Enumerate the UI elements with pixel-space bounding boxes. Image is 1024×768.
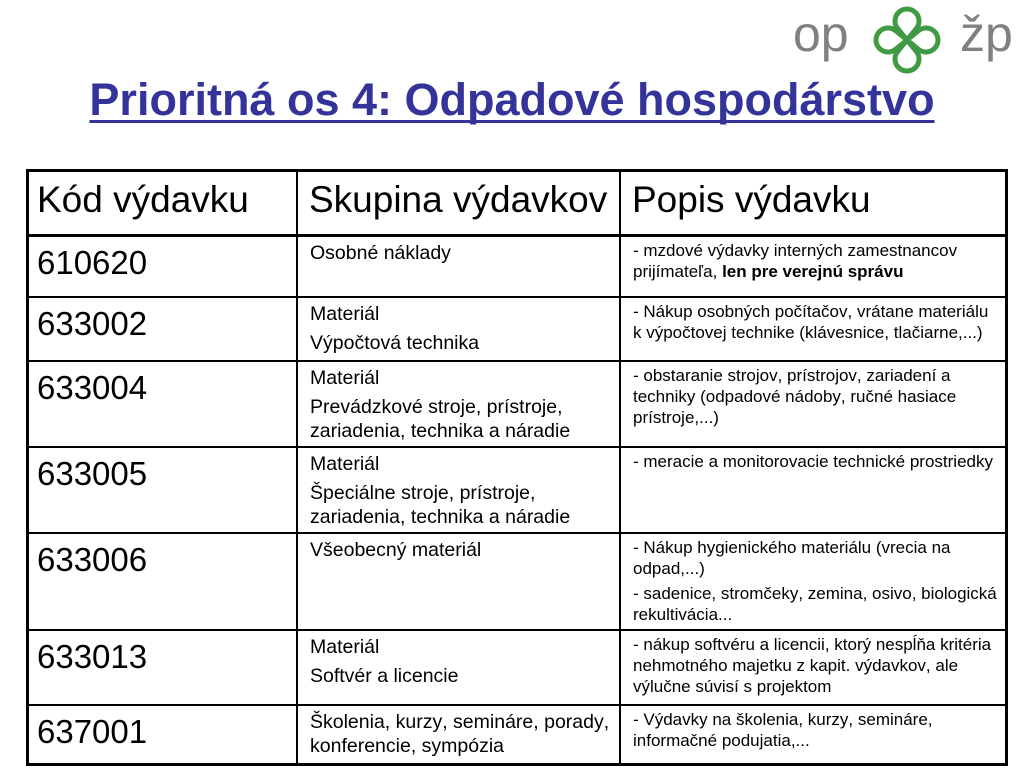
group-line: Osobné náklady bbox=[310, 242, 451, 264]
group-line: Všeobecný materiál bbox=[310, 539, 482, 561]
expense-group bbox=[298, 534, 621, 631]
expense-description bbox=[621, 448, 1005, 534]
group-line: Materiál bbox=[310, 453, 380, 475]
table-row bbox=[29, 706, 1005, 763]
logo bbox=[790, 0, 1020, 80]
group-line: Materiál bbox=[310, 303, 380, 325]
expense-description bbox=[621, 237, 1005, 298]
expense-group bbox=[298, 448, 621, 534]
expense-description bbox=[621, 298, 1005, 362]
description-paragraph: - sadenice, stromčeky, zemina, osivo, biologická rekultivácia... bbox=[633, 584, 997, 624]
expense-table bbox=[26, 169, 1008, 766]
expense-description bbox=[621, 631, 1005, 706]
description-paragraph: - Nákup hygienického materiálu (vrecia na odpad,...) bbox=[633, 538, 951, 578]
table-row bbox=[29, 237, 1005, 298]
slide-title-text: Prioritná os 4: Odpadové hospodárstvo bbox=[89, 74, 935, 125]
expense-description bbox=[621, 362, 1005, 448]
expense-code: 633002 bbox=[29, 298, 298, 362]
expense-code: 633013 bbox=[29, 631, 298, 706]
group-line: Prevádzkové stroje, prístroje, zariadenia, technika a náradie bbox=[310, 396, 571, 442]
group-line: Materiál bbox=[310, 367, 380, 389]
expense-code: 633005 bbox=[29, 448, 298, 534]
table-row bbox=[29, 362, 1005, 448]
expense-code: 633006 bbox=[29, 534, 298, 631]
table-row bbox=[29, 534, 1005, 631]
table-row bbox=[29, 631, 1005, 706]
expense-group bbox=[298, 237, 621, 298]
description-paragraph: - nákup softvéru a licencii, ktorý nespĺňa kritéria nehmotného majetku z kapit. výdavkov, ale výlučne súvisí s projektom bbox=[633, 635, 992, 696]
table-header-row bbox=[29, 172, 1005, 237]
expense-group bbox=[298, 298, 621, 362]
description-paragraph bbox=[633, 240, 999, 282]
logo-text-left: op bbox=[793, 6, 849, 62]
description-paragraph: - obstaranie strojov, prístrojov, zariadení a techniky (odpadové nádoby, ručné hasiace prístroje,...) bbox=[633, 366, 957, 427]
table-row bbox=[29, 448, 1005, 534]
description-paragraph: - Nákup osobných počítačov, vrátane materiálu k výpočtovej technike (klávesnice, tlačiarne,...) bbox=[633, 302, 989, 342]
slide-title bbox=[0, 74, 1024, 125]
expense-description bbox=[621, 534, 1005, 631]
expense-code: 633004 bbox=[29, 362, 298, 448]
group-line: Výpočtová technika bbox=[310, 332, 480, 354]
group-line: Špeciálne stroje, prístroje, zariadenia, technika a náradie bbox=[310, 482, 571, 528]
expense-group bbox=[298, 706, 621, 763]
description-emphasis: len pre verejnú správu bbox=[722, 262, 904, 281]
column-header-description: Popis výdavku bbox=[621, 172, 1005, 237]
description-paragraph: - meracie a monitorovacie technické prostriedky bbox=[633, 452, 993, 471]
clover-knot-icon bbox=[871, 5, 943, 75]
column-header-code: Kód výdavku bbox=[29, 172, 298, 237]
description-paragraph: - Výdavky na školenia, kurzy, semináre, informačné podujatia,... bbox=[633, 710, 933, 750]
expense-group bbox=[298, 362, 621, 448]
column-header-group: Skupina výdavkov bbox=[298, 172, 621, 237]
clover-knot-icon-shape bbox=[876, 9, 938, 71]
expense-description bbox=[621, 706, 1005, 763]
expense-group bbox=[298, 631, 621, 706]
description-text: - mzdové výdavky interných zamestnancov prijímateľa, bbox=[633, 241, 958, 281]
group-line: Materiál bbox=[310, 636, 380, 658]
table-row bbox=[29, 298, 1005, 362]
logo-text-right: žp bbox=[960, 6, 1013, 62]
group-line: Softvér a licencie bbox=[310, 665, 459, 687]
group-line: Školenia, kurzy, semináre, porady, konferencie, sympózia bbox=[310, 711, 610, 757]
expense-code: 610620 bbox=[29, 237, 298, 298]
expense-code: 637001 bbox=[29, 706, 298, 763]
